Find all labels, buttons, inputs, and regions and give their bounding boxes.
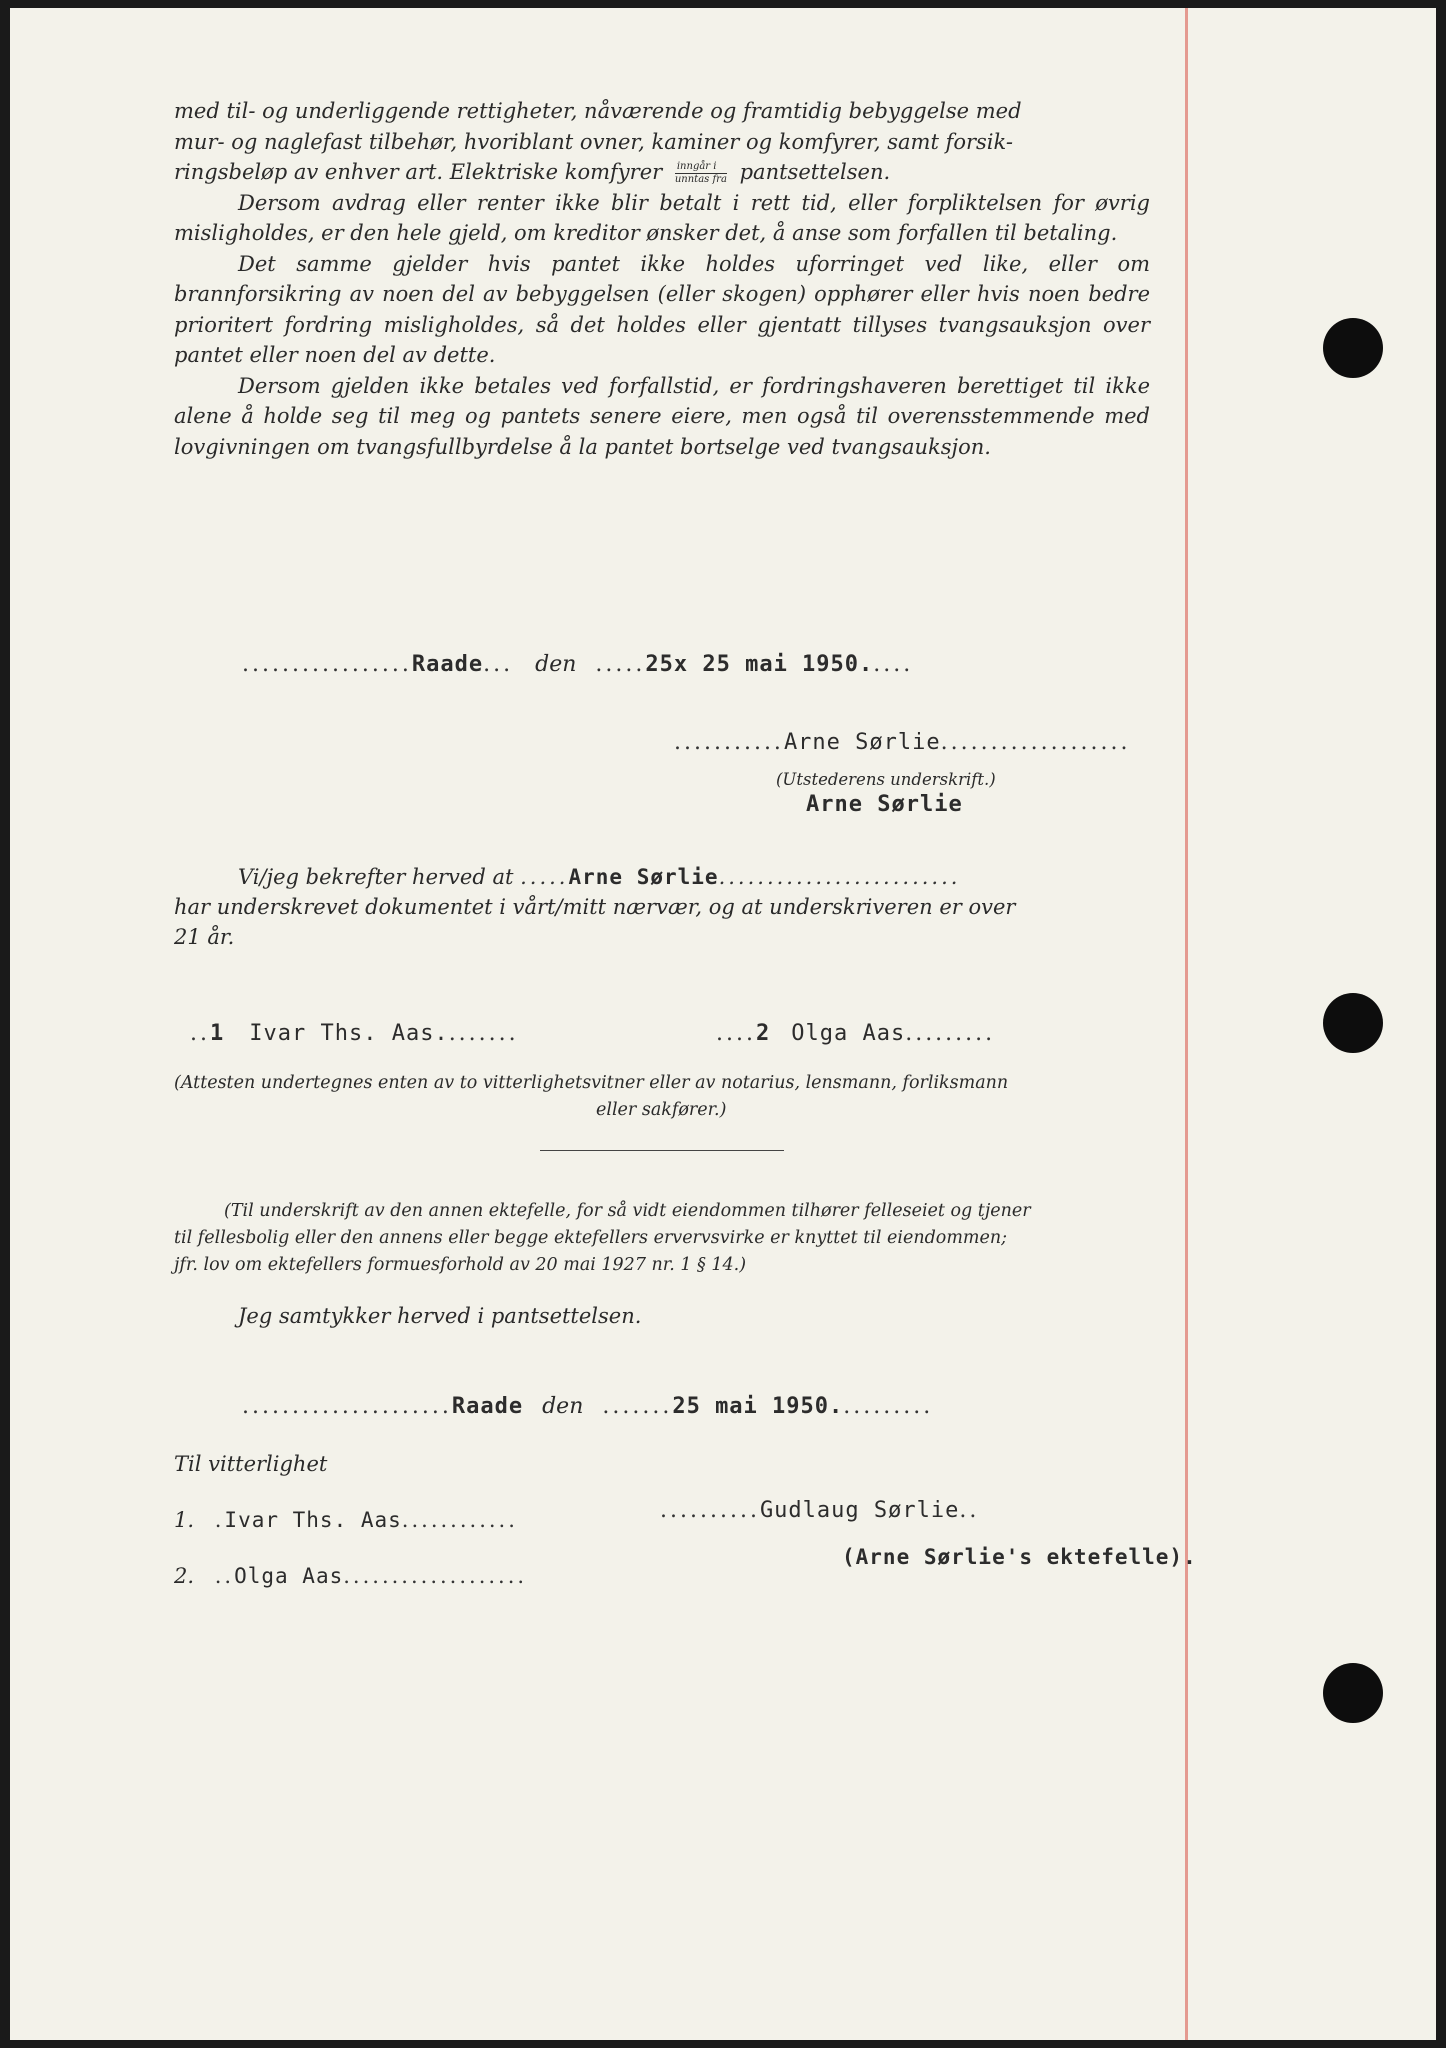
attest-note-line: (Attesten undertegnes enten av to vitterlighetsvitner eller av notarius, lensmann, forliksmann xyxy=(174,1073,1009,1093)
witness-number: 1. xyxy=(174,1508,195,1532)
witness-number: 2. xyxy=(174,1564,195,1588)
spouse-note-line: jfr. lov om ektefellers formuesforhold av 20 mai 1927 nr. 1 § 14.) xyxy=(174,1255,747,1275)
punch-hole xyxy=(1323,1663,1383,1723)
date: 25x 25 mai 1950. xyxy=(645,652,874,677)
den-label: den xyxy=(542,1394,584,1419)
fraction-bottom: unntas fra xyxy=(674,174,727,185)
terms-paragraph-enforcement: Dersom gjelden ikke betales ved forfallstid, er fordringshaveren berettiget til ikke alene å holde seg til meg og pantets senere eiere, men også til overensstemmende med lovgivningen om tvangsfullbyrdelse å la pantet bortselge ved tvangsauksjon. xyxy=(174,373,1150,459)
witness-1-line: ..1 Ivar Ths. Aas........ xyxy=(190,1021,519,1046)
stove-choice-fraction xyxy=(675,161,727,186)
attest-note-line: eller sakfører.) xyxy=(596,1100,727,1120)
mortgage-terms xyxy=(174,96,1150,462)
spouse-note-line: til fellesbolig eller den annens eller begge ektefellers ervervsvirke er knyttet til eiendommen; xyxy=(174,1228,1008,1248)
witness-name: Olga Aas xyxy=(234,1564,344,1588)
terms-text: ringsbeløp av enhver art. Elektriske komfyrer xyxy=(174,160,663,184)
date: 25 mai 1950. xyxy=(672,1394,844,1419)
spouse-note-line: (Til underskrift av den annen ektefelle, for så vidt eiendommen tilhører felleseiet og tjener xyxy=(224,1201,1031,1221)
consent-text: Jeg samtykker herved i pantsettelsen. xyxy=(238,1304,642,1328)
confirmed-name: Arne Sørlie xyxy=(568,865,719,889)
date-line: .................Raade... den .....25x 25 mai 1950..... xyxy=(242,652,914,677)
document-page xyxy=(10,8,1436,2040)
punch-hole xyxy=(1323,993,1383,1053)
vitterlighet-witness-2: 2. ..Olga Aas................... xyxy=(174,1564,528,1588)
place: Raade xyxy=(451,1394,524,1419)
witness-name: Ivar Ths. Aas xyxy=(224,1508,402,1532)
witness-2-line: ....2 Olga Aas......... xyxy=(716,1021,996,1046)
terms-line: mur- og naglefast tilbehør, hvoriblant ovner, kaminer og komfyrer, samt forsik- xyxy=(174,129,1013,154)
den-label: den xyxy=(535,652,577,677)
terms-text: pantsettelsen. xyxy=(739,160,891,184)
spouse-signature-line: ..........Gudlaug Sørlie.. xyxy=(660,1498,980,1523)
issuer-signature: Arne Sørlie xyxy=(783,730,941,755)
section-divider xyxy=(540,1150,784,1151)
terms-paragraph-insurance: Det samme gjelder hvis pantet ikke holdes uforringet ved like, eller om brannforsikring av noen del av bebyggelsen (eller skogen) opphører eller hvis noen bedre prioritert fordring misligholdes, så det holdes eller gjentatt tillyses tvangsauksjon over pantet eller noen del av dette. xyxy=(174,251,1150,367)
terms-paragraph-default: Dersom avdrag eller renter ikke blir betalt i rett tid, eller forpliktelsen for øvrig misligholdes, er den hele gjeld, om kreditor ønsker det, å anse som forfallen til betaling. xyxy=(174,190,1150,245)
margin-rule xyxy=(1185,8,1188,2040)
witness-1-number: 1 xyxy=(210,1021,225,1046)
vitterlighet-witness-1: 1. .Ivar Ths. Aas............ xyxy=(174,1508,518,1532)
confirmation-age: 21 år. xyxy=(174,925,235,949)
date-line-2: .....................Raade den .......25 mai 1950.......... xyxy=(242,1394,934,1419)
issuer-signature-line: ...........Arne Sørlie................... xyxy=(674,730,1131,755)
fraction-top: inngår i xyxy=(675,161,727,174)
confirmation-text: har underskrevet dokumentet i vårt/mitt nærvær, og at underskriveren er over xyxy=(174,895,1016,919)
issuer-name: Arne Sørlie xyxy=(806,792,963,817)
place: Raade xyxy=(411,652,484,677)
confirmation-line: Vi/jeg bekrefter herved at .....Arne Sørlie......................... xyxy=(238,865,961,889)
terms-line xyxy=(174,157,1150,188)
spouse-signature: Gudlaug Sørlie xyxy=(759,1498,960,1523)
issuer-caption: (Utstederens underskrift.) xyxy=(776,770,996,789)
confirmation-prefix: Vi/jeg bekrefter herved at xyxy=(238,865,514,889)
terms-line: med til- og underliggende rettigheter, nåværende og framtidig bebyggelse med xyxy=(174,99,1022,123)
spouse-caption: (Arne Sørlie's ektefelle). xyxy=(842,1545,1197,1569)
punch-hole xyxy=(1323,318,1383,378)
witness-2-name: Olga Aas xyxy=(791,1021,906,1046)
vitterlighet-label: Til vitterlighet xyxy=(174,1452,328,1476)
witness-2-number: 2 xyxy=(755,1021,771,1046)
witness-1-name: Ivar Ths. Aas. xyxy=(249,1021,449,1046)
